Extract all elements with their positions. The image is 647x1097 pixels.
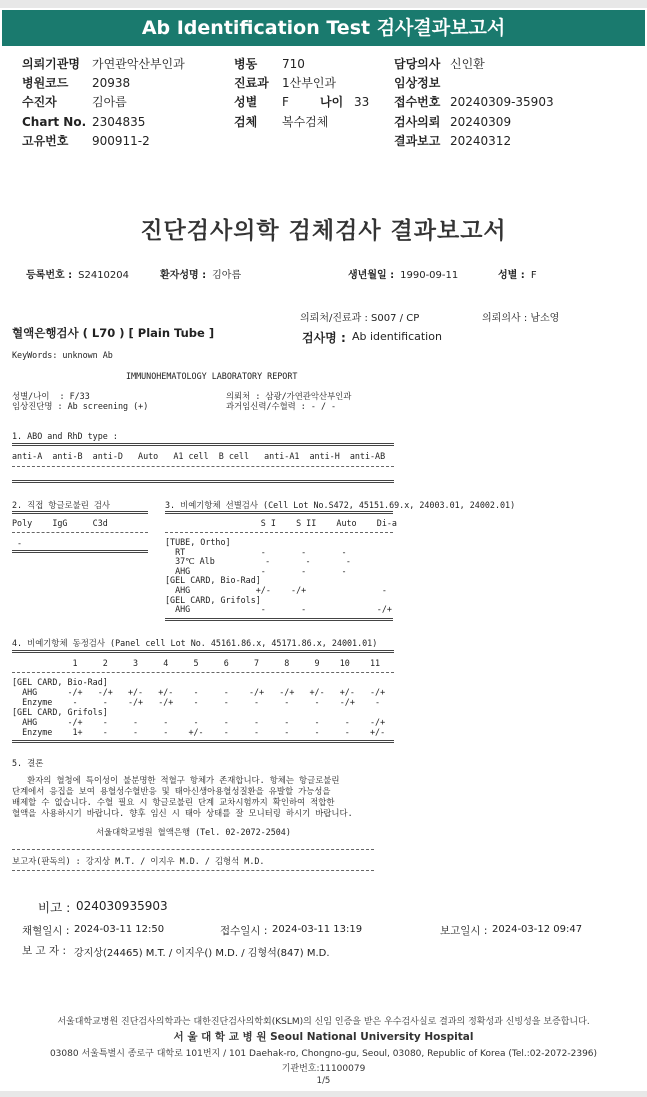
clinical-diagnosis: 임상진단명 : Ab screening (+) (12, 401, 149, 411)
sex-age: 성별/나이 : F/33 (12, 391, 90, 401)
value-unique-id: 900911-2 (92, 134, 150, 148)
value-patient: 김아름 (92, 95, 127, 109)
label-patient: 수진자 (22, 95, 57, 109)
divider (12, 532, 148, 533)
divider (12, 849, 374, 850)
birth-date-label: 생년월일 : (348, 270, 395, 281)
history: 과거임신력/수혈력 : - / - (226, 401, 337, 411)
request-doctor: 의뢰의사 : 남소영 (482, 313, 560, 324)
section4-title: 4. 비예기항체 동정검사 (Panel cell Lot No. 45161.86.x, 45171.86.x, 24001.01) (12, 638, 378, 648)
conclusion-text: 환자의 혈청에 특이성이 불분명한 적혈구 항체가 존재합니다. 항체는 항글로불린 단계에서 응집을 보여 용혈성수혈반응 및 태아신생아용혈성질환을 유발할 가능성을 배제할 수 없습니다. 수혈 필요 시 항글로불린 단계 교차시험까지 확인하여 적합한 혈액을 사용하시기 바랍니다. 향후 임신 시 태아 상태를 잘 모니터링 하시기 바랍니다. (12, 775, 353, 818)
label-request-date: 검사의뢰 (394, 115, 441, 129)
label-receipt-no: 접수번호 (394, 95, 441, 109)
receipt-value: 2024-03-11 13:19 (272, 924, 363, 935)
section5-title: 5. 결론 (12, 758, 44, 768)
divider (12, 870, 374, 871)
divider (12, 511, 148, 514)
birth-date (348, 266, 458, 281)
divider (12, 443, 394, 446)
value-doctor: 신인환 (450, 57, 485, 71)
divider (165, 511, 393, 514)
value-hospital-code: 20938 (92, 76, 131, 90)
reporter-value: 강지상(24465) M.T. / 이지우() M.D. / 김형석(847) M.D. (74, 948, 330, 959)
value-request-date: 20240309 (450, 115, 512, 129)
label-chart-no: Chart No. (22, 115, 87, 129)
keywords: KeyWords: unknown Ab (12, 350, 113, 360)
top-strip (0, 0, 647, 8)
label-ward: 병동 (234, 57, 258, 71)
report-label: 보고일시 : (440, 925, 488, 937)
blood-bank-contact: 서울대학교병원 혈액은행 (Tel. 02-2072-2504) (96, 827, 291, 837)
test-category: 혈액은행검사 ( L70 ) [ Plain Tube ] (12, 326, 215, 340)
patient-sex (498, 266, 537, 281)
test-name-label: 검사명 : (302, 331, 346, 345)
divider (12, 480, 394, 483)
divider (165, 618, 393, 621)
report-value: 2024-03-12 09:47 (492, 924, 583, 935)
receipt-label: 접수일시 : (220, 925, 268, 937)
divider (12, 550, 148, 553)
patient-sex-value: F (530, 270, 537, 281)
reporter-label: 보 고 자 : (22, 945, 66, 957)
reg-no-value: S2410204 (78, 270, 130, 281)
value-institution: 가연관악산부인과 (92, 57, 185, 71)
divider (165, 532, 393, 533)
note-label: 비고 : (38, 900, 71, 915)
label-doctor: 담당의사 (394, 57, 441, 71)
patient-name-label: 환자성명 : (160, 270, 207, 281)
hospital-name: 서 울 대 학 교 병 원 Seoul National University Hospital (173, 1031, 474, 1043)
document-title: 진단검사의학 검체검사 결과보고서 (140, 218, 507, 244)
value-chart-no: 2304835 (92, 115, 146, 129)
section2-columns: Poly IgG C3d (12, 518, 108, 528)
value-report-date: 20240312 (450, 134, 512, 148)
section4-columns: 1 2 3 4 5 6 7 8 9 10 11 (12, 658, 381, 668)
value-receipt-no: 20240309-35903 (450, 95, 554, 109)
hospital-address: 03080 서울특별시 종로구 대학로 101번지 / 101 Daehak-ro, Chongno-gu, Seoul, 03080, Republic of Korea (Tel.:02-2072-2396) (49, 1049, 598, 1059)
note-value: 024030935903 (76, 899, 168, 913)
page-number: 1/5 (316, 1076, 331, 1086)
divider (12, 650, 394, 653)
divider (12, 740, 394, 743)
section2-title: 2. 직접 항글로불린 검사 (12, 500, 111, 510)
label-age: 나이 (320, 95, 344, 109)
section1-columns: anti-A anti-B anti-D Auto A1 cell B cell anti-A1 anti-H anti-AB (12, 451, 386, 461)
institution-number: 기관번호:11100079 (281, 1064, 366, 1074)
label-report-date: 결과보고 (394, 134, 441, 148)
label-unique-id: 고유번호 (22, 134, 69, 148)
certification-note: 서울대학교병원 진단검사의학과는 대한진단검사의학회(KSLM)의 신임 인증을 받은 우수검사실로 결과의 정확성과 신빙성을 보증합니다. (57, 1017, 590, 1027)
label-sex: 성별 (234, 95, 258, 109)
value-sex: F (282, 95, 289, 109)
label-hospital-code: 병원코드 (22, 76, 69, 90)
collection-label: 채혈일시 : (22, 925, 70, 937)
section3-title: 3. 비예기항체 선별검사 (Cell Lot No.S472, 45151.69.x, 24003.01, 24002.01) (165, 500, 516, 510)
section2-value: - (12, 538, 23, 548)
request-dept: 의뢰처/진료과 : S007 / CP (300, 313, 420, 324)
test-name-value: Ab identification (352, 330, 442, 343)
birth-date-value: 1990-09-11 (400, 270, 459, 281)
patient-name-value: 김아름 (212, 270, 242, 281)
section4-rows: [GEL CARD, Bio-Rad] AHG -/+ -/+ +/- +/- - - -/+ -/+ +/- +/- -/+ Enzyme - - -/+ -/+ - - - - - -/+ - [GEL CARD, Grifols] AHG -/+ - - - - - - - - - -/+ Enzyme 1+ - - - +/- - - - - - +/- (12, 677, 386, 737)
section3-columns: S I S II Auto Di-a (165, 518, 397, 528)
label-specimen: 검체 (234, 115, 258, 129)
request-site: 의뢰처 : 삼광/가연관악산부인과 (226, 391, 352, 401)
label-department: 진료과 (234, 76, 269, 90)
patient-name (160, 266, 241, 281)
report-banner: Ab Identification Test 검사결과보고서 (2, 10, 645, 46)
divider (12, 466, 394, 467)
lab-report-title: IMMUNOHEMATOLOGY LABORATORY REPORT (126, 371, 298, 381)
value-department: 1산부인과 (282, 76, 337, 90)
reg-no (26, 266, 129, 281)
collection-value: 2024-03-11 12:50 (74, 924, 165, 935)
reporter-line: 보고자(판독의) : 강지상 M.T. / 이지우 M.D. / 김형석 M.D. (12, 856, 265, 866)
patient-sex-label: 성별 : (498, 270, 525, 281)
label-clinical-info: 임상정보 (394, 76, 441, 90)
divider (12, 672, 394, 673)
value-age: 33 (354, 95, 370, 109)
section3-rows: [TUBE, Ortho] RT - - - 37℃ Alb - - - AHG - - - [GEL CARD, Bio-Rad] AHG +/- -/+ - [GEL CARD, Grifols] AHG - - -/+ (165, 537, 392, 615)
reg-no-label: 등록번호 : (26, 270, 73, 281)
value-ward: 710 (282, 57, 305, 71)
value-specimen: 복수검체 (282, 115, 329, 129)
label-institution: 의뢰기관명 (22, 57, 80, 71)
bottom-strip (0, 1091, 647, 1097)
section1-title: 1. ABO and RhD type : (12, 431, 118, 441)
